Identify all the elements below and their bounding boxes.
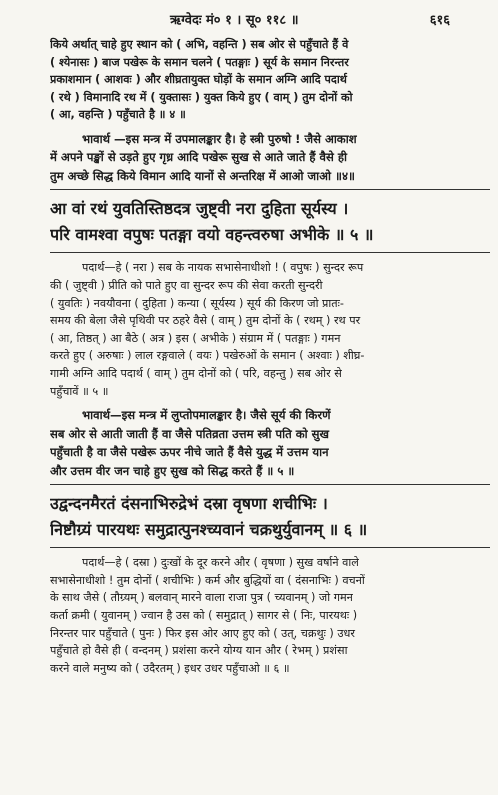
- text-line: तुम अच्छे सिद्ध किये विमान आदि यानों से अन्तरिक्ष में आओ जाओ ॥४॥: [50, 168, 355, 183]
- mantra-verse: [50, 491, 490, 543]
- text-line: करने वाले मनुष्य को ( उदैरतम् ) इधर उधर पहुँचाओ ॥ ६ ॥: [50, 661, 290, 675]
- text-line: भावार्थ —इस मन्त्र में उपमालङ्कार है। हे स्त्री पुरुषो ! जैसे आकाश: [82, 131, 357, 146]
- text-line: कर्ता क्रमी ( युवानम् ) ज्वान है उस को ( समुद्रात् ) सागर से ( निः, पारयथः ): [50, 609, 358, 622]
- text-line: पदार्थ—हे ( नरा ) सब के नायक सभासेनाधीशो ! ( वपुषः ) सुन्दर रूप: [82, 261, 364, 275]
- divider: [50, 484, 490, 485]
- divider: [50, 252, 490, 253]
- text-line: प्रकाशमान ( आशवः ) और शीघ्रतायुक्त घोड़ों के समान अग्नि आदि पदार्थ: [50, 73, 347, 87]
- page-number: ६१६: [429, 13, 450, 28]
- page-body: [50, 36, 490, 677]
- text-line: किये अर्थात् चाहे हुए स्थान को ( अभि, वहन्ति ) सब ओर से पहुँचाते हैं वे: [50, 38, 349, 51]
- verse-line: उद्वन्दनमैरतं दंसनाभिरुद्रेभं दस्रा वृषणा शचीभिः ।: [50, 494, 328, 514]
- text-line: पहुँचाती है वा जैसे पखेरू ऊपर नीचे जाते हैं वैसे युद्ध में उत्तम यान: [50, 445, 329, 460]
- verse-line: परि वामश्वा वपुषः पतङ्गा वयो वहन्त्वरुषा अभीके ॥ ५ ॥: [50, 225, 374, 245]
- padarth-paragraph: [50, 259, 490, 400]
- bhavarth-paragraph: [50, 130, 490, 186]
- text-line: समय की बेला जैसे पृथिवी पर ठहरे वैसे ( वाम् ) तुम दोनों के ( रथम् ) रथ पर: [50, 314, 361, 328]
- text-line: करते हुए ( अरुषाः ) लाल रङ्गवाले ( वयः ) पखेरुओं के समान ( अश्वाः ) शीघ्र-: [50, 349, 365, 363]
- text-line: ( आ, तिष्ठत् ) आ बैठे ( अत्र ) इस ( अभीके ) संग्राम में ( पतङ्गाः ) गमन: [50, 331, 341, 345]
- commentary-continuation: [50, 36, 490, 124]
- text-line: पदार्थ—हे ( दस्रा ) दुःखों के दूर करने और ( वृषणा ) सुख वर्षाने वाले: [82, 556, 359, 570]
- text-line: सभासेनाधीशो ! तुम दोनों ( शचीभिः ) कर्म और बुद्धियों वा ( दंसनाभिः ) वचनों: [50, 573, 365, 587]
- text-line: ( आ, वहन्ति ) पहुँचाते है ॥ ४ ॥: [50, 108, 186, 122]
- text-line: गामी अग्नि आदि पदार्थ ( वाम् ) तुम दोनों को ( परि, वहन्तु ) सब ओर से: [50, 367, 342, 381]
- running-head: ऋग्वेदः मं० १ । सू० ११८ ॥: [170, 13, 299, 28]
- text-line: ( युवतिः ) नवयौवना ( दुहिता ) कन्या ( सूर्यस्य ) सूर्य की किरण जो प्रातः-: [50, 296, 344, 310]
- text-line: निरन्तर पार पहुँचाते ( पुनः ) फिर इस ओर आए हुए को ( उत्, चक्रथुः ) उधर: [50, 626, 355, 640]
- text-line: के साथ जैसे ( तौग्र्यम् ) बलवान् मारने वाला राजा पुत्र ( च्यवानम् ) जो गमन: [50, 591, 353, 605]
- bhavarth-paragraph: [50, 406, 490, 480]
- page-header: [0, 10, 498, 30]
- verse-line: निष्टौग्र्यं पारयथः समुद्रात्पुनश्च्यवानं चक्रथुर्युवानम् ॥ ६ ॥: [50, 520, 368, 540]
- mantra-verse: [50, 196, 490, 248]
- text-line: में अपने पङ्खों से उड़ते हुए गृध्र आदि पखेरू सुख से आते जाते हैं वैसे ही: [50, 150, 348, 165]
- divider: [50, 547, 490, 548]
- verse-line: आ वां रथं युवतिस्तिष्ठदत्र जुष्ट्वी नरा दुहिता सूर्यस्य ।: [50, 199, 349, 219]
- text-line: ( श्येनासः ) बाज पखेरू के समान चलने ( पतङ्गाः ) सूर्य के समान निरन्तर: [50, 55, 349, 69]
- divider: [50, 189, 490, 190]
- text-line: सब ओर से आती जाती हैं वा जैसे पतिव्रता उत्तम स्त्री पति को सुख: [50, 426, 329, 441]
- text-line: भावार्थ—इस मन्त्र में लुप्तोपमालङ्कार है। जैसे सूर्य की किरणें: [82, 408, 331, 423]
- text-line: पहुँचावें ॥ ५ ॥: [50, 384, 109, 398]
- text-line: पहुँचाते हो वैसे ही ( वन्दनम् ) प्रशंसा करने योग्य यान और ( रेभम् ) प्रशंसा: [50, 644, 348, 658]
- padarth-paragraph: [50, 554, 490, 677]
- text-line: और उत्तम वीर जन चाहे हुए सुख को सिद्ध करते हैं ॥ ५ ॥: [50, 463, 295, 478]
- text-line: ( रथे ) विमानादि रथ में ( युक्तासः ) युक्त किये हुए ( वाम् ) तुम दोनों को: [50, 90, 353, 104]
- text-line: की ( जुष्ट्वी ) प्रीति को पाते हुए वा सुन्दर रूप की सेवा करती सुन्दरी: [50, 279, 323, 293]
